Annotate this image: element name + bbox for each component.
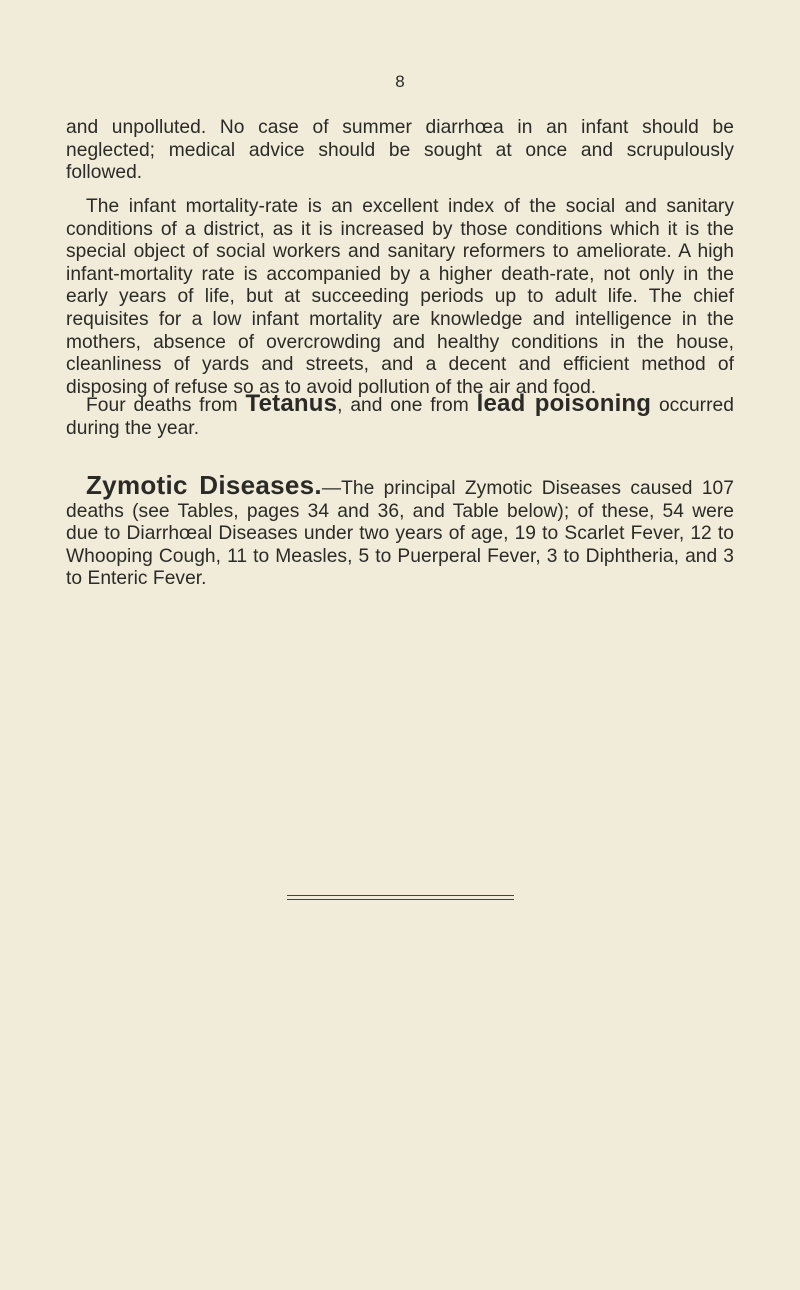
paragraph-zymotic-diseases bbox=[66, 470, 734, 591]
text-fragment: —The principal Zymotic Diseases caused 107 deaths (see Tables, pages 34 and 36, and Table below); of these, 54 were due to Diarrhœal Diseases under two years of age, 19 to Scarlet Fever, 12 to Whooping Cough, 11 to Measles, 5 to Puerperal Fever, 3 to Diphtheria, and 3 to Enteric Fever. bbox=[66, 478, 734, 590]
double-rule-divider bbox=[287, 895, 514, 900]
paragraph-summer-diarrhoea bbox=[66, 117, 734, 185]
text-fragment: , and one from bbox=[337, 395, 477, 416]
text-fragment: occurred during the year. bbox=[66, 395, 734, 439]
paragraph-text bbox=[66, 390, 734, 440]
paragraph-tetanus-lead bbox=[66, 390, 734, 440]
text-fragment: Four deaths from bbox=[86, 395, 246, 416]
page-number: 8 bbox=[395, 72, 405, 91]
paragraph-infant-mortality bbox=[66, 196, 734, 399]
paragraph-text: The infant mortality-rate is an excellent index of the social and sanitary conditions of a district, as it is increased by those conditions which it is the special object of social workers and sanitary reformers to ameliorate. A high infant-mortality rate is accompanied by a higher death-rate, not only in the early years of life, but at succeeding periods up to adult life. The chief requisites for a low infant mortality are knowledge and intelligence in the mothers, absence of overcrowding and healthy conditions in the house, cleanliness of yards and streets, and a decent and efficient method of disposing of refuse so as to avoid pollution of the air and food. bbox=[66, 196, 734, 398]
term-lead-poisoning: lead poisoning bbox=[476, 390, 652, 417]
section-heading-zymotic: Zymotic Diseases. bbox=[86, 470, 322, 500]
paragraph-text bbox=[66, 470, 734, 591]
paragraph-text: and unpolluted. No case of summer diarrhœa in an infant should be neglected; medical advice should be sought at once and scrupulously followed. bbox=[66, 117, 734, 184]
term-tetanus: Tetanus bbox=[245, 390, 338, 417]
